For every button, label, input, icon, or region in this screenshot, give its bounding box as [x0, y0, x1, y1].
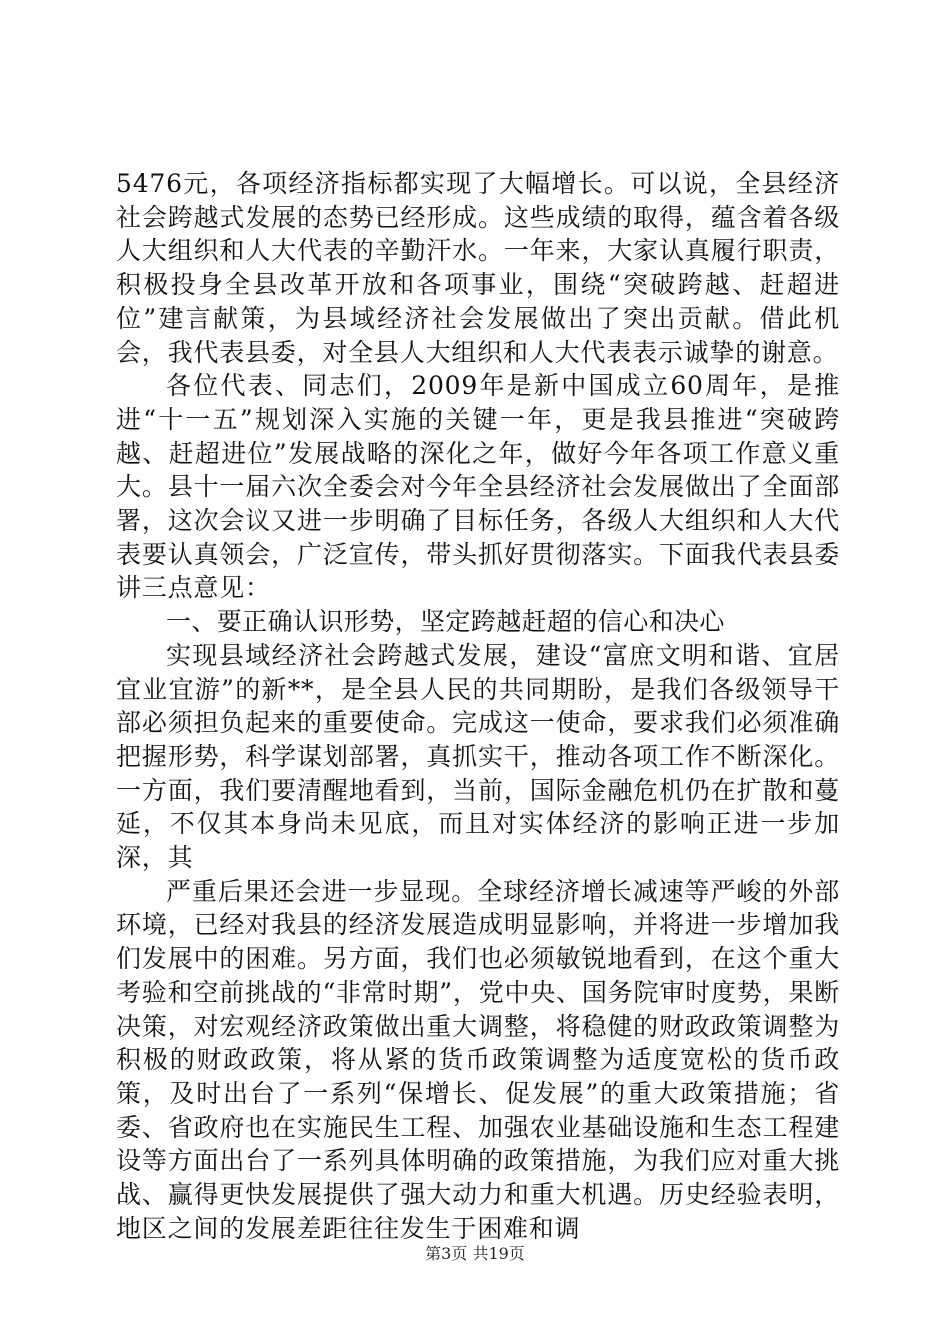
paragraph-2: 各位代表、同志们，2009年是新中国成立60周年，是推进“十一五”规划深入实施的关键一年，更是我县推进“突破跨越、赶超进位”发展战略的深化之年，做好今年各项工作意义重大。县十一届六次全委会对今年全县经济社会发展做出了全面部署，这次会议又进一步明确了目标任务，各级人大组织和人大代表要认真领会，广泛宣传，带头抓好贯彻落实。下面我代表县委讲三点意见：	[116, 371, 840, 603]
paragraph-1: 5476元，各项经济指标都实现了大幅增长。可以说，全县经济社会跨越式发展的态势已经形成。这些成绩的取得，蕴含着各级人大组织和人大代表的辛勤汗水。一年来，大家认真履行职责，积极投身全县改革开放和各项事业，围绕“突破跨越、赶超进位”建言献策，为县域经济社会发展做出了突出贡献。借此机会，我代表县委，对全县人大组织和人大代表表示诚挚的谢意。	[116, 169, 840, 367]
paragraph-4: 严重后果还会进一步显现。全球经济增长减速等严峻的外部环境，已经对我县的经济发展造成明显影响，并将进一步增加我们发展中的困难。另方面，我们也必须敏锐地看到，在这个重大考验和空前挑战的“非常时期”，党中央、国务院审时度势，果断决策，对宏观经济政策做出重大调整，将稳健的财政政策调整为积极的财政政策，将从紧的货币政策调整为适度宽松的货币政策，及时出台了一系列“保增长、促发展”的重大政策措施；省委、省政府也在实施民生工程、加强农业基础设施和生态工程建设等方面出台了一系列具体明确的政策措施，为我们应对重大挑战、赢得更快发展提供了强大动力和重大机遇。历史经验表明，地区之间的发展差距往往发生于困难和调	[116, 876, 840, 1243]
paragraph-3: 实现县域经济社会跨越式发展，建设“富庶文明和谐、宜居宜业宜游”的新**，是全县人民的共同期盼，是我们各级领导干部必须担负起来的重要使命。完成这一使命，要求我们必须准确把握形势，科学谋划部署，真抓实干，推动各项工作不断深化。一方面，我们要清醒地看到，当前，国际金融危机仍在扩散和蔓延，不仅其本身尚未见底，而且对实体经济的影响正进一步加深，其	[116, 640, 840, 873]
page-footer	[0, 1241, 950, 1264]
document-body	[116, 167, 840, 1246]
page-number-label: 第3页 共19页	[425, 1244, 525, 1263]
section-heading-1: 一、要正确认识形势，坚定跨越赶超的信心和决心	[166, 607, 725, 637]
